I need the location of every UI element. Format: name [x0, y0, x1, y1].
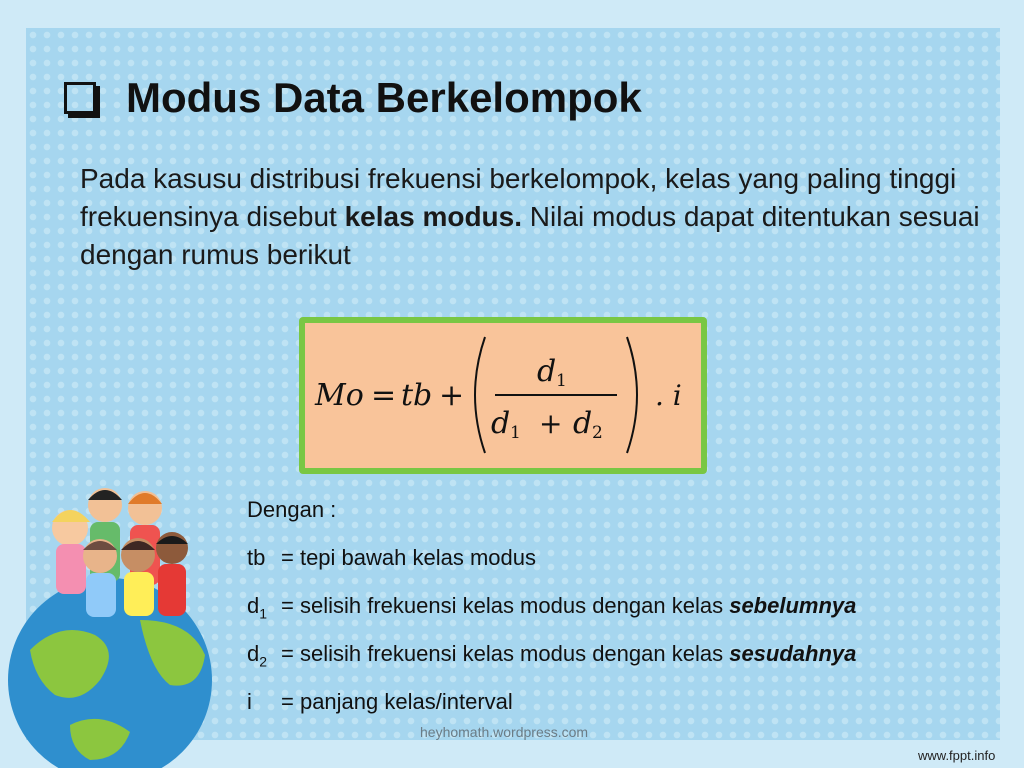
- site-watermark: www.fppt.info: [918, 748, 996, 763]
- kids-on-globe-illustration: [0, 470, 240, 768]
- formula-equals: =: [371, 378, 397, 413]
- right-paren-icon: [627, 337, 637, 453]
- formula-times-i: . i: [655, 379, 682, 412]
- intro-paragraph: [80, 160, 980, 274]
- intro-text-start: Pada kasusu distribusi frekuensi berkelompok, kelas yang paling tinggi frekuensinya disebut: [80, 163, 957, 232]
- definition-d1-text: = selisih frekuensi kelas modus dengan kelas sebelumnya: [281, 593, 857, 618]
- denominator-d1-sub: 1: [510, 423, 521, 443]
- definitions-list: [247, 494, 987, 734]
- definition-tb-text: = tepi bawah kelas modus: [281, 545, 536, 570]
- symbol-i: i: [247, 689, 252, 714]
- denominator-d2-sub: 2: [592, 423, 603, 443]
- formula-lhs: Mo: [315, 378, 364, 413]
- definition-i-text: = panjang kelas/interval: [281, 689, 513, 714]
- symbol-tb: tb: [247, 545, 266, 570]
- mode-formula: [305, 323, 701, 468]
- definitions-heading: Dengan :: [247, 497, 337, 522]
- numerator-sub: 1: [556, 371, 567, 391]
- numerator-d: d: [537, 354, 557, 389]
- definition-d1: [247, 590, 987, 638]
- symbol-d2: $d_2$: [247, 641, 268, 670]
- definition-i: [247, 686, 987, 734]
- intro-text-end: Nilai modus dapat ditentukan sesuai dengan rumus berikut: [80, 201, 980, 270]
- left-paren-icon: [475, 337, 485, 453]
- denominator-d2: d: [573, 406, 593, 441]
- title-row: [64, 70, 642, 126]
- emphasis-sebelumnya: sebelumnya: [729, 593, 857, 618]
- intro-text-bold: kelas modus.: [344, 201, 523, 232]
- emphasis-sesudahnya: sesudahnya: [729, 641, 857, 666]
- definition-d2-text: = selisih frekuensi kelas modus dengan kelas sesudahnya: [281, 641, 857, 666]
- checkbox-bullet-icon: [64, 82, 96, 114]
- denominator-d1: d: [491, 406, 511, 441]
- definition-tb: [247, 542, 987, 590]
- formula-tb: tb: [401, 378, 433, 413]
- symbol-d1: $d_1$: [247, 593, 268, 622]
- denominator-plus: +: [539, 407, 563, 440]
- page-title: Modus Data Berkelompok: [126, 74, 642, 121]
- definition-d2: [247, 638, 987, 686]
- formula-plus: +: [439, 378, 465, 413]
- formula-box: [299, 317, 707, 474]
- credit-text: heyhomath.wordpress.com: [420, 724, 589, 740]
